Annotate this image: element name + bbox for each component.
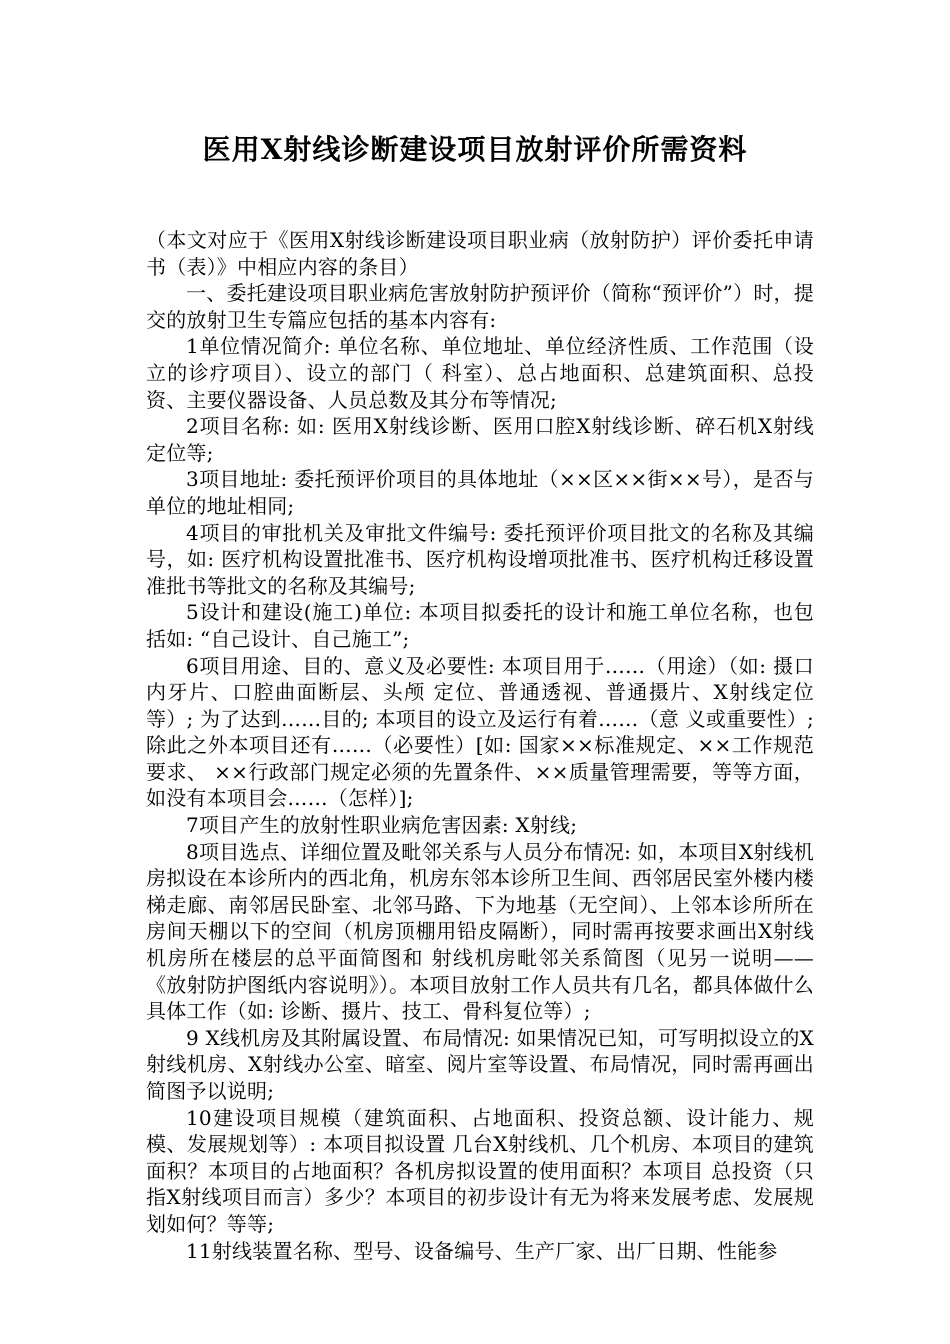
list-item: 3项目地址: 委托预评价项目的具体地址（××区××街××号），是否与单位的地址相同; (146, 467, 814, 518)
list-item: 5设计和建设(施工)单位: 本项目拟委托的设计和施工单位名称，也包括如: “自己设计、自己施工”; (146, 600, 814, 651)
list-item: 4项目的审批机关及审批文件编号: 委托预评价项目批文的名称及其编号，如: 医疗机构设置批准书、医疗机构设增项批准书、医疗机构迁移设置准批书等批文的名称及其编号; (146, 520, 814, 598)
list-item: 10建设项目规模（建筑面积、占地面积、投资总额、设计能力、规模、发展规划等）: 本项目拟设置 几台X射线机、几个机房、本项目的建筑面积？本项目的占地面积？各机房拟设置的使用面积？本项目 总投资（只指X射线项目而言）多少？本项目的初步设计有无为将来发展考虑、发展规划如何？等等; (146, 1105, 814, 1236)
section-heading: 一、委托建设项目职业病危害放射防护预评价（简称“预评价”）时，提交的放射卫生专篇应包括的基本内容有: (146, 281, 814, 332)
list-item: 9 X线机房及其附属设置、布局情况: 如果情况已知，可写明拟设立的X射线机房、X射线办公室、暗室、阅片室等设置、布局情况，同时需再画出简图予以说明; (146, 1025, 814, 1103)
list-item: 11射线装置名称、型号、设备编号、生产厂家、出厂日期、性能参 (186, 1238, 778, 1263)
list-item: 2项目名称: 如: 医用X射线诊断、医用口腔X射线诊断、碎石机X射线定位等; (146, 414, 814, 465)
list-item: 8项目选点、详细位置及毗邻关系与人员分布情况: 如，本项目X射线机房拟设在本诊所内的西北角，机房东邻本诊所卫生间、西邻居民室外楼内楼梯走廊、南邻居民卧室、北邻马路、下为地基（无空间）、上邻本诊所所在房间天棚以下的空间（机房顶棚用铅皮隔断），同时需再按要求画出X射线机房所在楼层的总平面简图和 射线机房毗邻关系简图（见另一说明——《放射防护图纸内容说明》）。本项目放射工作人员共有几名，都具体做什么具体工作（如: 诊断、摄片、技工、骨科复位等）; (146, 839, 814, 1024)
document-title: 医用X射线诊断建设项目放射评价所需资料 (202, 133, 748, 166)
document-body (146, 227, 814, 1264)
list-item: 7项目产生的放射性职业病危害因素: X射线; (186, 813, 578, 838)
intro-note: （本文对应于《医用X射线诊断建设项目职业病（放射防护）评价委托申请书（表）》中相应内容的条目） (146, 228, 814, 279)
list-item: 6项目用途、目的、意义及必要性: 本项目用于……（用途）（如: 摄口内牙片、口腔曲面断层、头颅 定位、普通透视、普通摄片、X射线定位等）; 为了达到……目的; 本项目的设立及运行有着……（意 义或重要性）; 除此之外本项目还有……（必要性）[如: 国家××标准规定、××工作规范要求、 ××行政部门规定必须的先置条件、××质量管理需要，等等方面，如没有本项目会……（怎样）]; (146, 653, 814, 811)
list-item: 1单位情况简介: 单位名称、单位地址、单位经济性质、工作范围（设立的诊疗项目）、设立的部门（ 科室）、总占地面积、总建筑面积、总投资、主要仪器设备、人员总数及其分布等情况; (146, 334, 814, 412)
